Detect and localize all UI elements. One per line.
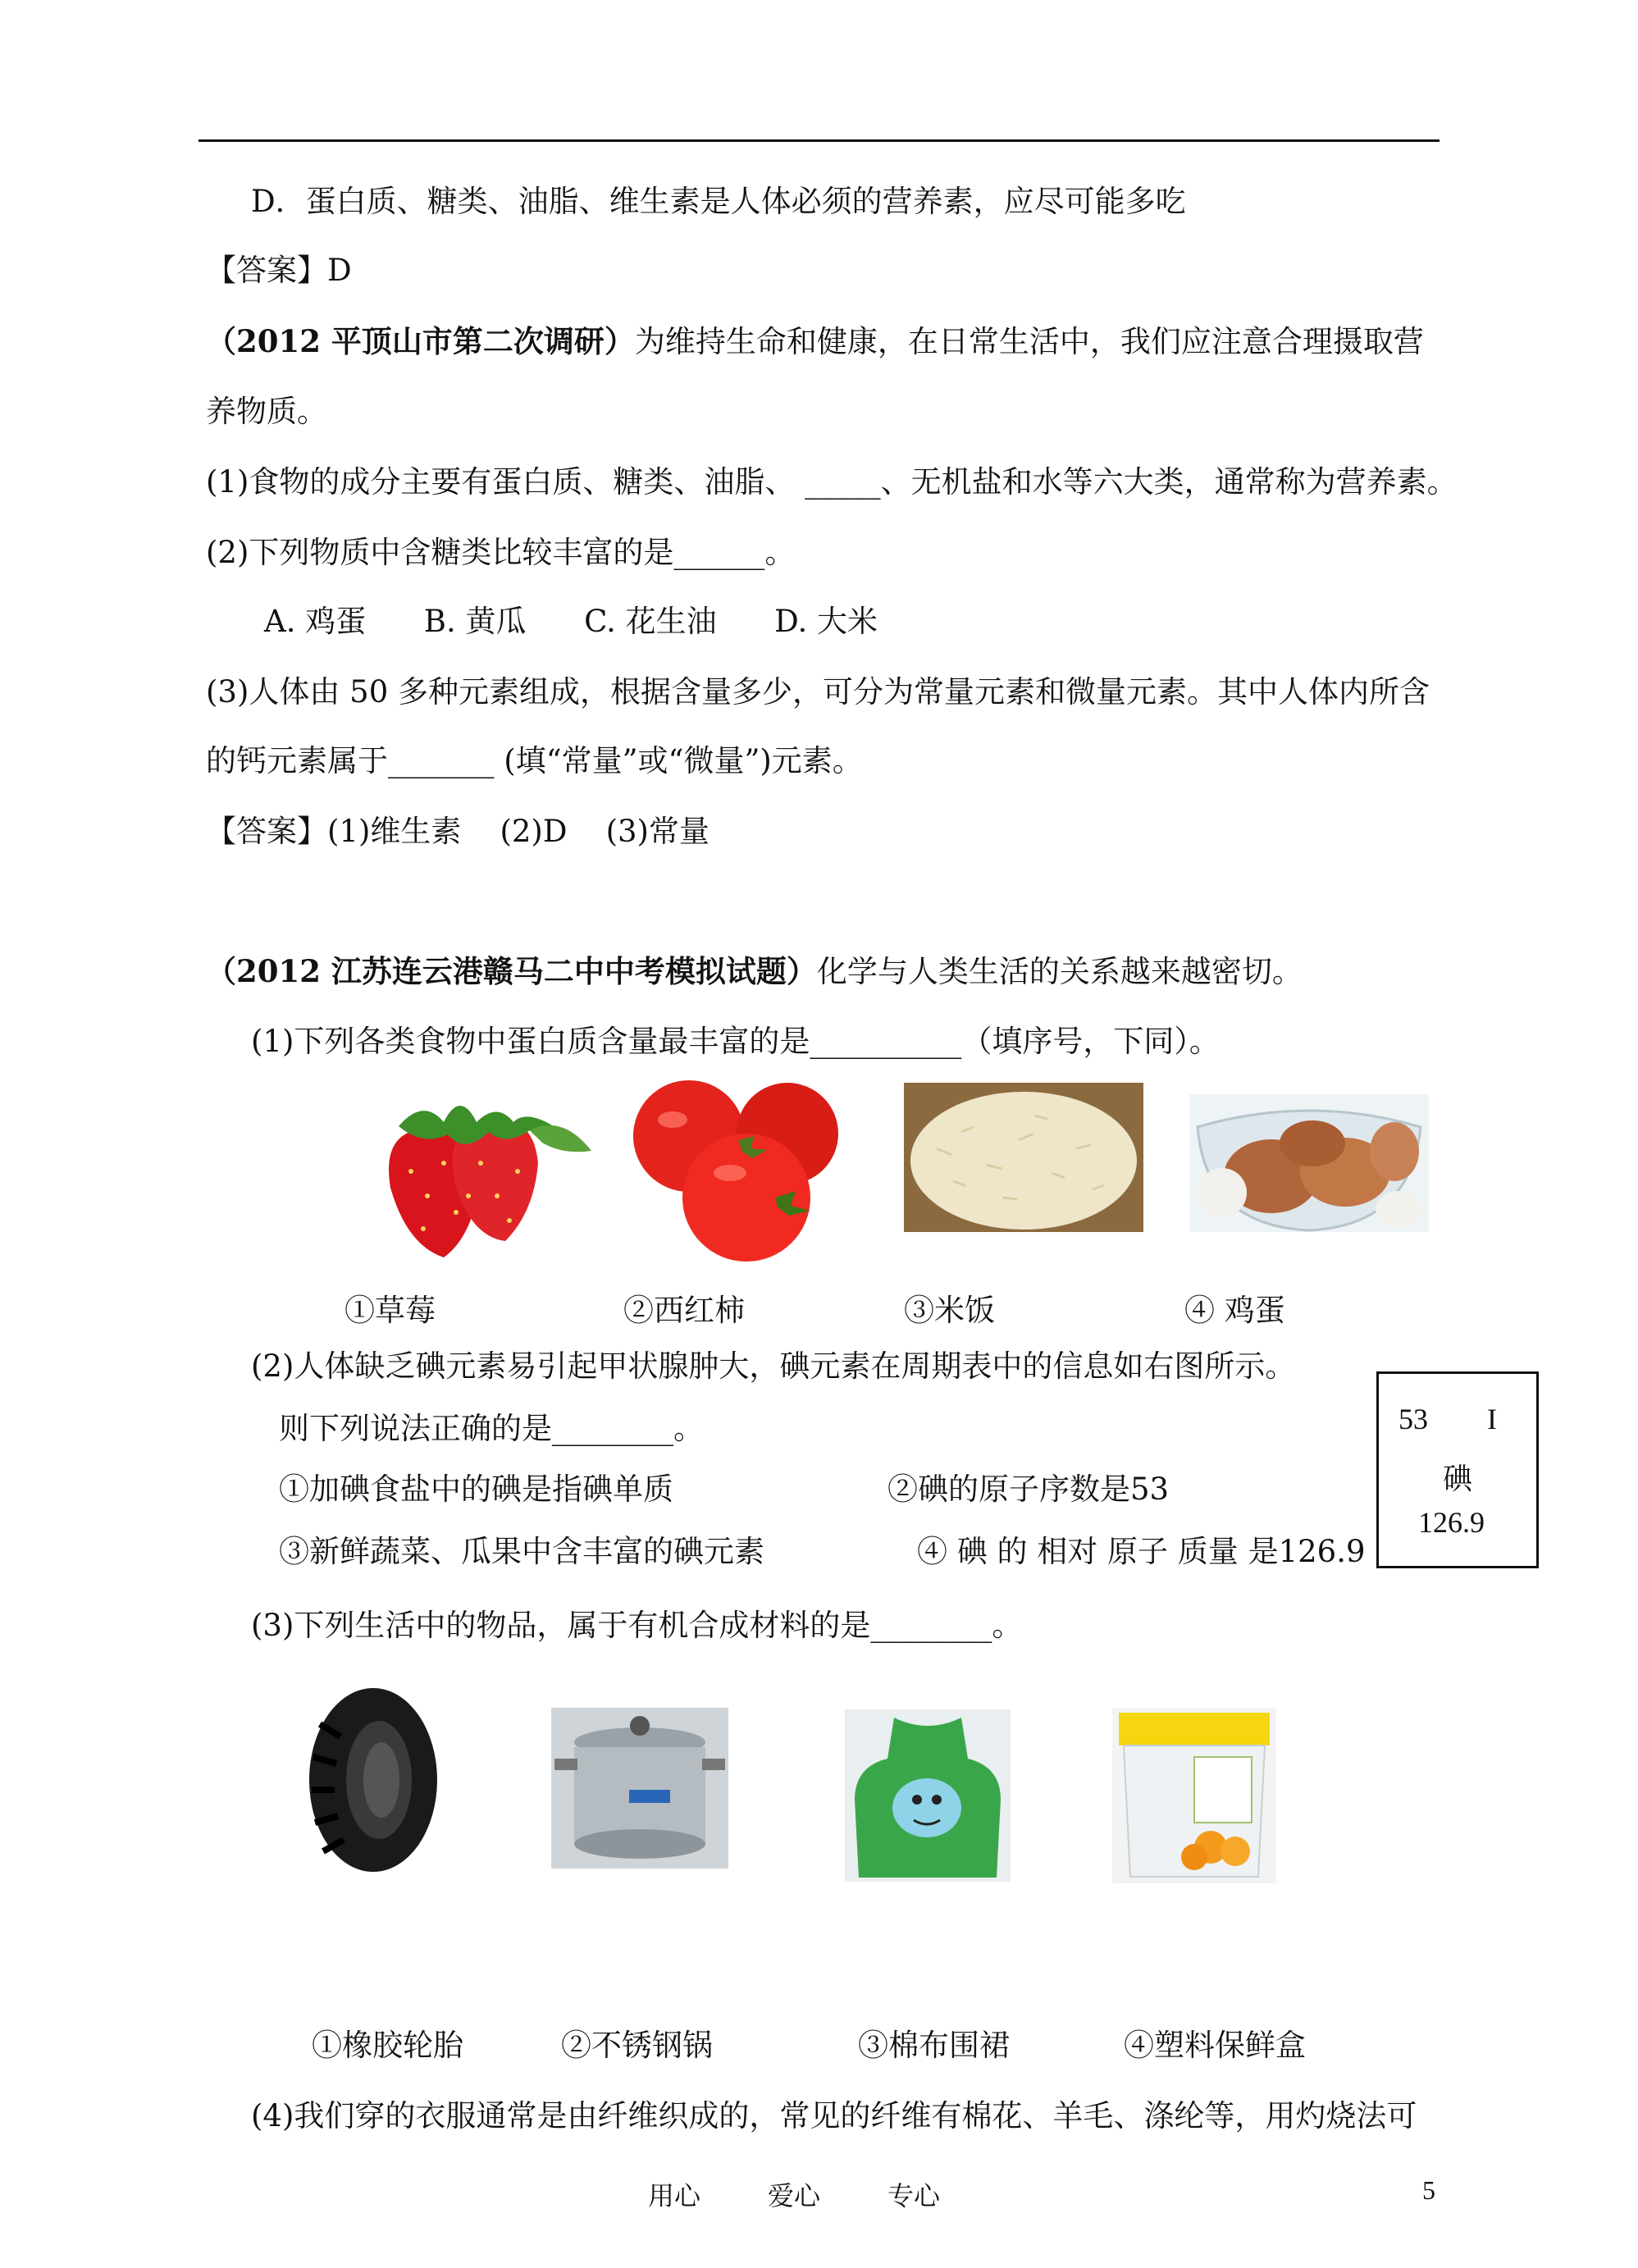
footer-word-1: 用心 (648, 2180, 701, 2211)
food-caption-1: ①草莓 (344, 1293, 436, 1328)
q3-part-3: (3)下列生活中的物品，属于有机合成材料的是________。 (251, 1608, 1023, 1643)
food-caption-2: ②西红柿 (623, 1293, 745, 1328)
question-2-cont: 养物质。 (206, 394, 327, 429)
plastic-box-image (1112, 1708, 1276, 1883)
q3-option-4: ④ 碘 的 相对 原子 质量 是126.9 (917, 1534, 1366, 1569)
option-d-line: D．蛋白质、糖类、油脂、维生素是人体必须的营养素，应尽可能多吃 (251, 184, 1186, 219)
element-name: 碘 (1443, 1463, 1473, 1496)
strawberry-image (366, 1081, 597, 1265)
question-3-intro (206, 953, 1303, 990)
element-symbol: I (1487, 1403, 1497, 1435)
question-2-intro (206, 323, 1424, 360)
steel-pot-image (551, 1708, 728, 1869)
question-2-text: 为维持生命和健康，在日常生活中，我们应注意合理摄取营 (634, 324, 1424, 359)
q3-part-2: (2)人体缺乏碘元素易引起甲状腺肿大，碘元素在周期表中的信息如右图所示。 (251, 1348, 1296, 1384)
q2-options: A. 鸡蛋 B. 黄瓜 C. 花生油 D. 大米 (264, 604, 878, 639)
question-3-text: 化学与人类生活的关系越来越密切。 (816, 954, 1303, 989)
atomic-number: 53 (1398, 1403, 1428, 1435)
atomic-mass: 126.9 (1418, 1506, 1485, 1539)
food-caption-3: ③米饭 (904, 1293, 995, 1328)
q3-part-2-ask: 则下列说法正确的是________。 (279, 1411, 704, 1446)
q2-part-2: (2)下列物质中含糖类比较丰富的是______。 (206, 535, 796, 570)
header-rule (198, 139, 1440, 142)
question-2-source: （2012 平顶山市第二次调研） (206, 323, 635, 359)
q3-part-4: (4)我们穿的衣服通常是由纤维织成的，常见的纤维有棉花、羊毛、涤纶等，用灼烧法可 (251, 2098, 1417, 2133)
q3-option-2: ②碘的原子序数是53 (887, 1472, 1170, 1507)
material-caption-3: ③棉布围裙 (858, 2028, 1010, 2063)
answer-2: 【答案】(1)维生素 (2)D (3)常量 (206, 814, 709, 849)
question-3-source: （2012 江苏连云港赣马二中中考模拟试题） (206, 953, 817, 989)
material-caption-2: ②不锈钢锅 (561, 2028, 713, 2063)
rice-image (904, 1083, 1143, 1232)
footer-word-3: 专心 (887, 2180, 941, 2211)
iodine-element-box (1376, 1371, 1539, 1568)
food-caption-4: ④ 鸡蛋 (1184, 1293, 1285, 1328)
q2-part-1: (1)食物的成分主要有蛋白质、糖类、油脂、 _____、无机盐和水等六大类，通常称为营养素。 (206, 464, 1458, 500)
tomato-image (623, 1075, 860, 1265)
footer-word-2: 爱心 (768, 2180, 821, 2211)
tire-image (303, 1683, 443, 1877)
eggs-image (1189, 1094, 1429, 1232)
apron-image (845, 1709, 1011, 1882)
q3-part-1: (1)下列各类食物中蛋白质含量最丰富的是__________（填序号，下同）。 (251, 1024, 1220, 1059)
q2-part-3: (3)人体由 50 多种元素组成，根据含量多少，可分为常量元素和微量元素。其中人体内所含 (206, 674, 1430, 710)
material-caption-4: ④塑料保鲜盒 (1124, 2028, 1306, 2063)
page-number: 5 (1422, 2175, 1435, 2205)
q2-part-3-cont: 的钙元素属于_______ (填“常量”或“微量”)元素。 (206, 743, 863, 778)
q3-option-1: ①加碘食盐中的碘是指碘单质 (279, 1472, 673, 1507)
material-caption-1: ①橡胶轮胎 (312, 2028, 463, 2063)
q3-option-3: ③新鲜蔬菜、瓜果中含丰富的碘元素 (279, 1534, 764, 1569)
answer-1: 【答案】D (206, 253, 352, 288)
